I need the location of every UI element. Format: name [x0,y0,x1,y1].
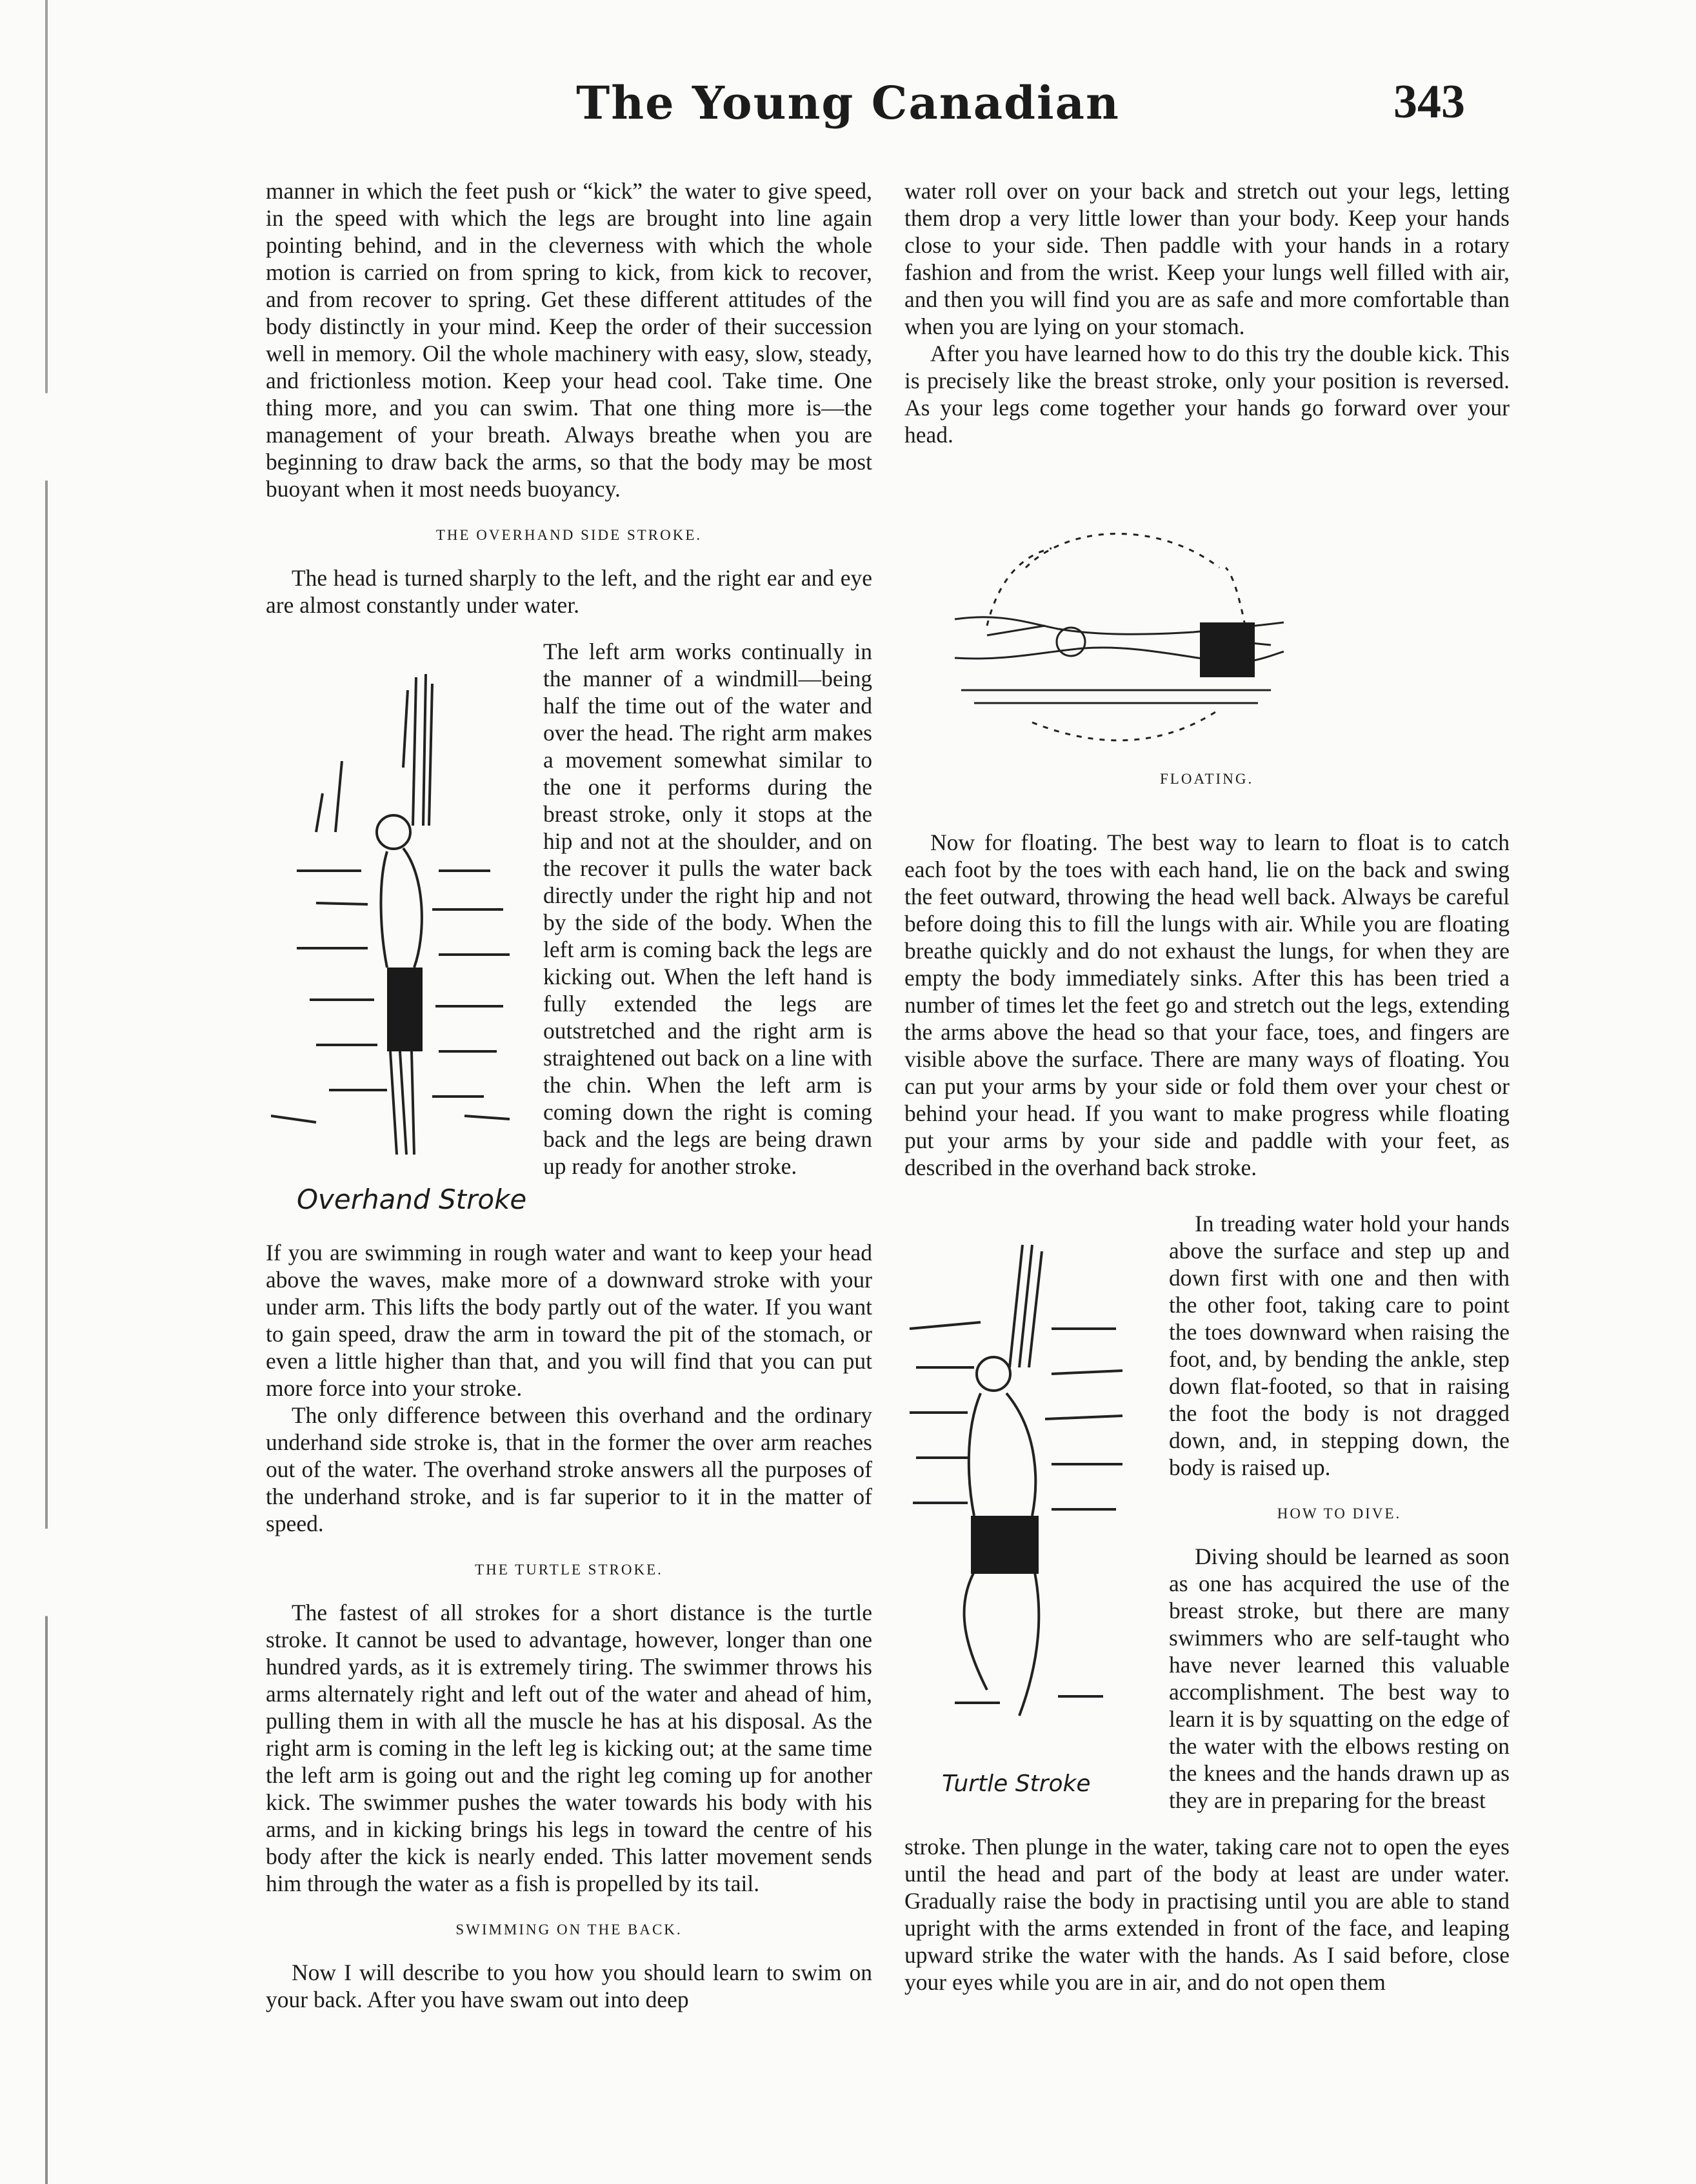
paragraph-intro: manner in which the feet push or “kick” the water to give speed, in the speed with which the legs are brought into line again pointing behind, and in the cleverness with which the whole motion is carried on from spring to kick, from kick to recover, and from recover to spring. Get these different attitudes of the body distinctly in your mind. Keep the order of their succession well in memory. Oil the whole machinery with easy, slow, steady, and frictionless motion. Keep your head cool. Take time. One thing more, and you can swim. That one thing more is—the management of your breath. Always breathe when you are beginning to draw back the arms, so that the body may be most buoyant when it most needs buoyancy. [266,178,872,502]
turtle-swimmer-illustration [903,1238,1155,1729]
overhand-caption: Overhand Stroke [297,1184,527,1215]
paragraph-floating: Now for floating. The best way to learn to float is to catch each foot by the toes with each hand, lie on the back and swing the feet outward, throwing the head well back. Always be careful before doing this to fill the lungs with air. While you are floating breathe quickly and do not exhaust the lungs, for when they are empty the body immediately sinks. After this has been tried a number of times let the feet go and stretch out the legs, extending the arms above the head so that your face, toes, and fingers are visible above the surface. There are many ways of floating. You can put your arms by your side or fold them over your chest or behind your head. If you want to make progress while floating put your arms by your side and paddle with your feet, as described in the overhand back stroke. [904,829,1510,1180]
paragraph-rough-water: If you are swimming in rough water and want to keep your head above the waves, make more of a downward stroke with your under arm. This lifts the body partly out of the water. If you want to gain speed, draw the arm in toward the pit of the stomach, or even a little higher than that, and you will find that you can put more force into your stroke. [266,1240,872,1401]
left-column-beside-figure [543,638,872,1180]
right-column-beside-figure [1169,1210,1510,1814]
heading-dive: HOW TO DIVE. [1277,1505,1402,1522]
turtle-caption: Turtle Stroke [942,1771,1091,1797]
turtle-stroke-figure [903,1238,1155,1729]
right-column-bottom [904,1833,1510,1996]
paragraph-back: Now I will describe to you how you should learn to swim on your back. After you have swam out into deep [266,1960,872,2012]
right-column-top [904,177,1510,448]
overhand-stroke-figure [271,664,529,1155]
paragraph-dive-beside: Diving should be learned as soon as one has acquired the use of the breast stroke, but there are many swimmers who are self-taught who have never learned this valuable accomplishment. The best way to learn it is by squatting on the edge of the water with the elbows resting on the knees and the hands drawn up as they are in preparing for the breast [1169,1544,1510,1813]
paragraph-back-continued: water roll over on your back and stretch out your legs, letting them drop a very little lower than your body. Keep your hands close to your side. Then paddle with your hands in a rotary fashion and from the wrist. Keep your lungs well filled with air, and then you will find you are as safe and more comfortable than when you are lying on your stomach. [904,178,1510,339]
floating-figure [948,497,1284,755]
page-number: 343 [1393,75,1465,128]
paragraph-dive-continued: stroke. Then plunge in the water, taking care not to open the eyes until the head and part of the body at least are under water. Gradually raise the body in practising until you are able to stand upright with the arms extended in front of the face, and leaping upward strike the water with the hands. As I said before, close your eyes while you are in air, and do not open them [904,1834,1510,1995]
left-column-top [266,177,872,619]
paragraph-treading: In treading water hold your hands above the surface and step up and down first with one and then with the other foot, taking care to point the toes downward when raising the foot, and, by bending the ankle, step down flat-footed, so that in raising the foot the body is not dragged down, and, in stepping down, the body is raised up. [1169,1211,1510,1480]
floating-caption: FLOATING. [1160,771,1254,787]
running-title: The Young Canadian [576,76,1120,130]
heading-overhand: THE OVERHAND SIDE STROKE. [435,527,703,543]
paragraph-difference: The only difference between this overhand and the ordinary underhand side stroke is, that in the former the over arm reaches out of the water. The overhand stroke answers all the purposes of the underhand stroke, and is far superior to it in the matter of speed. [266,1402,872,1536]
overhand-swimmer-illustration [271,664,529,1155]
paragraph-double-kick: After you have learned how to do this try the double kick. This is precisely like the breast stroke, only your position is reversed. As your legs come together your hands go forward over your head. [904,341,1510,448]
page-edge [45,0,48,2184]
paragraph-turtle: The fastest of all strokes for a short distance is the turtle stroke. It cannot be used to advantage, however, longer than one hundred yards, as it is extremely tiring. The swimmer throws his arms alternately right and left out of the water and ahead of him, pulling them in with all the muscle he has at his disposal. As the right arm is coming in the left leg is kicking out; at the same time the left arm is going out and the right leg coming up for another kick. The swimmer pushes the water towards his body with his arms, and in kicking brings his legs in toward the centre of his body after the kick is nearly ended. This latter movement sends him through the water as a fish is propelled by its tail. [266,1600,872,1896]
right-column-middle [904,829,1510,1181]
left-column-bottom [266,1239,872,2013]
heading-back: SWIMMING ON THE BACK. [455,1921,683,1938]
paragraph-overhand-lead: The head is turned sharply to the left, and the right ear and eye are almost constantly under water. [266,565,872,618]
floating-swimmer-illustration [948,497,1284,755]
paragraph-overhand-beside: The left arm works continually in the manner of a windmill—being half the time out of the water and over the head. The right arm makes a movement somewhat similar to the one it performs during the breast stroke, only it stops at the hip and not at the shoulder, and on the recover it pulls the water back directly under the right hip and not by the side of the body. When the left arm is coming back the legs are kicking out. When the left hand is fully extended the legs are outstretched and the right arm is straightened out back on a line with the chin. When the left arm is coming down the right is coming back and the legs are being drawn up ready for another stroke. [543,639,872,1179]
heading-turtle: THE TURTLE STROKE. [475,1562,663,1578]
